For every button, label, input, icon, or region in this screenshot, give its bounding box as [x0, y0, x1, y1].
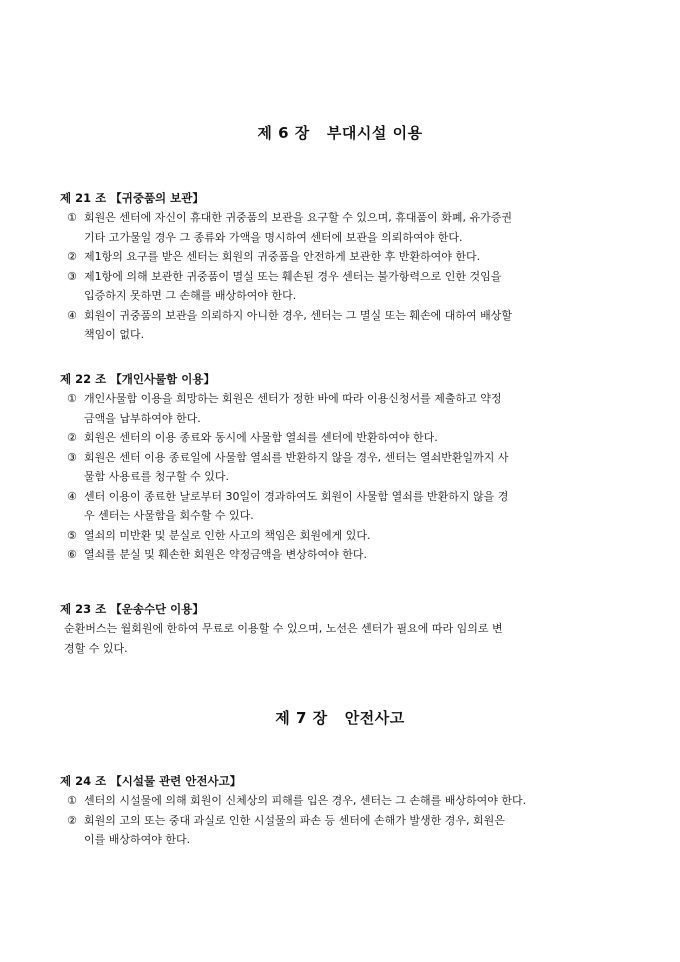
item-number: ④ [67, 308, 77, 322]
article-24-number: 제 24 조 [60, 774, 107, 788]
item-number: ④ [67, 489, 77, 503]
item-text-line: 센터 이용이 종료한 날로부터 30일이 경과하여도 회원이 사물함 열쇠를 반환하지 않을 경 [84, 489, 509, 503]
article-22 [60, 369, 630, 565]
article-21-item-4 [60, 306, 630, 345]
article-24 [60, 771, 630, 850]
item-text-line: 회원은 센터의 이용 종료와 동시에 사물함 열쇠를 센터에 반환하여야 한다. [84, 431, 438, 444]
article-23-title: 【운송수단 이용】 [110, 602, 204, 616]
item-text-line: 열쇠를 분실 및 훼손한 회원은 약정금액을 변상하여야 한다. [84, 548, 367, 561]
paragraph-text-line: 순환버스는 월회원에 한하여 무료로 이용할 수 있으며, 노선은 센터가 필요에 따라 임의로 변 [64, 622, 503, 635]
item-text-line: 우 센터는 사물함을 회수할 수 있다. [84, 509, 254, 522]
article-22-item-4 [60, 487, 630, 526]
article-22-item-3 [60, 448, 630, 487]
item-number: ③ [67, 450, 77, 464]
chapter-7-title: 제 7 장 안전사고 [275, 709, 405, 727]
item-number: ⑤ [67, 528, 77, 542]
item-text-line: 책임이 없다. [84, 328, 145, 341]
item-number: ① [67, 211, 77, 224]
item-number: ② [67, 813, 77, 827]
article-24-item-1 [60, 791, 630, 811]
item-text-line: 개인사물함 이용을 희망하는 회원은 센터가 정한 바에 따라 이용신청서를 제출하고 약정 [84, 392, 502, 405]
article-23 [60, 599, 630, 658]
item-text-line: 회원은 센터 이용 종료일에 사물함 열쇠를 반환하지 않을 경우, 센터는 열쇠반환일까지 사 [84, 450, 509, 464]
item-text-line: 금액을 납부하여야 한다. [84, 411, 201, 425]
article-21-title: 【귀중품의 보관】 [110, 191, 204, 205]
item-text-line: 회원은 센터에 자신이 휴대한 귀중품의 보관을 요구할 수 있으며, 휴대품이 화폐, 유가증권 [84, 211, 512, 224]
chapter-6-title: 제 6 장 부대시설 이용 [257, 124, 423, 142]
article-22-item-6 [60, 545, 630, 565]
item-number: ③ [67, 269, 77, 283]
item-number: ① [67, 794, 77, 807]
article-24-heading [60, 771, 630, 791]
item-text-line: 회원이 귀중품의 보관을 의뢰하지 아니한 경우, 센터는 그 멸실 또는 훼손에 대하여 배상할 [84, 308, 512, 322]
item-text-line: 제1항의 요구를 받은 센터는 회원의 귀중품을 안전하게 보관한 후 반환하여야 한다. [84, 250, 481, 263]
item-text-line: 이를 배상하여야 한다. [84, 833, 191, 846]
item-text-line: 입증하지 못하면 그 손해를 배상하여야 한다. [84, 289, 297, 302]
article-21-item-2 [60, 247, 630, 267]
article-21 [60, 188, 630, 345]
item-text-line: 회원의 고의 또는 중대 과실로 인한 시설물의 파손 등 센터에 손해가 발생한 경우, 회원은 [84, 813, 505, 827]
article-21-number: 제 21 조 [60, 191, 107, 205]
article-22-item-2 [60, 428, 630, 448]
item-text-line: 제1항에 의해 보관한 귀중품이 멸실 또는 훼손된 경우 센터는 불가항력으로 인한 것임을 [84, 269, 502, 283]
article-21-item-3 [60, 267, 630, 306]
item-text-line: 물함 사용료를 청구할 수 있다. [84, 470, 229, 483]
article-22-item-1 [60, 389, 630, 428]
item-text-line: 센터의 시설물에 의해 회원이 신체상의 피해를 입은 경우, 센터는 그 손해를 배상하여야 한다. [84, 794, 527, 807]
item-number: ② [67, 250, 77, 263]
item-text-line: 열쇠의 미반환 및 분실로 인한 사고의 책임은 회원에게 있다. [84, 528, 371, 542]
article-23-number: 제 23 조 [60, 602, 107, 616]
article-22-number: 제 22 조 [60, 372, 107, 386]
article-23-heading [60, 599, 630, 619]
article-22-item-5 [60, 526, 630, 546]
article-22-title: 【개인사물함 이용】 [110, 372, 215, 386]
item-number: ① [67, 392, 77, 405]
item-number: ② [67, 431, 77, 444]
item-number: ⑥ [67, 548, 77, 561]
article-22-heading [60, 369, 630, 389]
paragraph-text-line: 경할 수 있다. [64, 641, 128, 655]
article-24-item-2 [60, 811, 630, 850]
article-24-title: 【시설물 관련 안전사고】 [110, 774, 242, 788]
item-text-line: 기타 고가물일 경우 그 종류와 가액을 명시하여 센터에 보관을 의뢰하여야 한다. [84, 230, 463, 244]
article-23-paragraph [60, 619, 630, 658]
article-21-item-1 [60, 208, 630, 247]
article-21-heading [60, 188, 630, 208]
